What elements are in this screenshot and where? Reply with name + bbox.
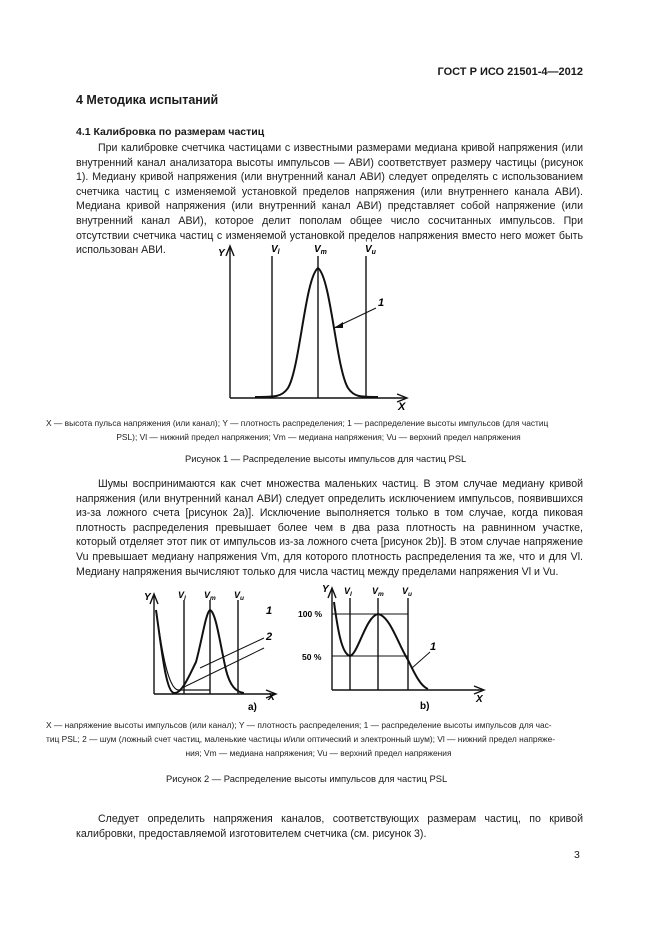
- fig1-curve-label: 1: [378, 297, 385, 309]
- figure-2-legend: [46, 718, 591, 760]
- fig2b-vl-label: $V_l$: [344, 586, 352, 598]
- fig2b-leader-line: [412, 652, 430, 668]
- fig2a-y-label: Y: [144, 592, 151, 603]
- fig1-legend-line-1: X — высота пульса напряжения (или канал); Y — плотность распределения; 1 — распределение высоты импульсов (для частиц: [46, 418, 549, 428]
- figure-2b-chart: [296, 572, 496, 720]
- fig2b-y-label: Y: [322, 584, 329, 595]
- fig2a-vl-label: $V_l$: [178, 590, 186, 602]
- fig1-vu-label: $V_u$: [365, 244, 376, 256]
- page-number: 3: [574, 849, 580, 861]
- fig1-distribution-curve: [255, 268, 378, 397]
- figure-1-caption: Рисунок 1 — Распределение высоты импульсов для частиц PSL: [185, 453, 467, 464]
- fig2b-vm-label: $V_m$: [372, 586, 384, 598]
- fig2a-psl-curve: [156, 610, 244, 693]
- paragraph-3: [76, 812, 583, 841]
- figure-2-caption: Рисунок 2 — Распределение высоты импульсов для частиц PSL: [166, 773, 448, 784]
- fig2b-panel-label: b): [420, 701, 430, 712]
- fig1-x-label: X: [398, 401, 406, 413]
- fig2b-distribution-curve: [334, 602, 428, 689]
- paragraph-2-text: Шумы воспринимаются как счет множества маленьких частиц. В этом случае медиану кривой напряжения (или внутренний канал АВИ) следует определить исключением импульсов, появившихся из-за ложного счета [рисунок 2а)]. Исключение выполняется только в том случае, когда пиковая плотность распределения превышает более чем в два раза плотность на равнинном участке, который отделяет этот пик от импульсов из-за ложного счета [рисунок 2b)]. В этом случае напряжение Vu превышает медиану напряжения Vm, для которого плотность распределения та же, что и для Vl. Медиану напряжения вычисляют только для числа частиц между пределами напряжения Vl и Vu.: [76, 478, 583, 578]
- paragraph-1-text: При калибровке счетчика частицами с известными размерами медиана кривой напряжения (или внутренний канал анализатора высоты импульсов — АВИ) соответствует размеру частицы (рисунок 1). Медиану кривой напряжения (или внутренний канал АВИ) следует определять с использованием счетчика частиц с изменяемой установкой пределов напряжения (или внутреннего канала АВИ). Медиана кривой напряжения (или внутренний канал АВИ) представляет собой напряжение (или внутренний канал АВИ), которое делит пополам общее число сосчитанных импульсов. При отсутствии счетчика частиц с изменяемой установкой пределов напряжения вместо него может быть использован АВИ.: [76, 142, 583, 257]
- paragraph-3-text: Следует определить напряжения каналов, соответствующих размерам частиц, по кривой калибровки, предоставляемой изготовителем счетчика (см. рисунок 3).: [76, 813, 583, 840]
- fig2b-vu-label: $V_u$: [402, 586, 412, 598]
- fig2b-level-50-label: 50 %: [302, 652, 322, 662]
- paragraph-2: [76, 477, 583, 579]
- document-header: ГОСТ Р ИСО 21501-4—2012: [437, 66, 583, 78]
- fig2b-level-100-label: 100 %: [298, 609, 323, 619]
- fig1-vm-label: $V_m$: [314, 244, 327, 256]
- fig2b-curve-label: 1: [430, 641, 437, 653]
- subsection-title: 4.1 Калибровка по размерам частиц: [76, 126, 265, 138]
- fig2a-vm-label: $V_m$: [204, 590, 216, 602]
- figure-1-chart: [200, 238, 430, 414]
- fig1-leader-arrow: [334, 322, 343, 328]
- figure-1-legend: [46, 416, 591, 444]
- fig1-vl-label: $V_l$: [271, 244, 280, 256]
- fig2-legend-line-3: ния; Vm — медиана напряжения; Vu — верхний предел напряжения: [185, 748, 452, 758]
- fig2a-panel-label: a): [248, 702, 257, 713]
- fig2b-x-label: X: [476, 694, 483, 705]
- fig2a-vu-label: $V_u$: [234, 590, 244, 602]
- fig2a-x-label: X: [268, 692, 275, 703]
- fig2a-curve2-label: 2: [266, 631, 273, 643]
- section-title: 4 Методика испытаний: [76, 93, 219, 107]
- fig1-y-label: Y: [218, 248, 225, 259]
- figure-2a-chart: [140, 582, 290, 714]
- fig2a-curve1-label: 1: [266, 605, 273, 617]
- fig2-legend-line-1: X — напряжение высоты импульсов (или канал); Y — плотность распределения; 1 — распределение высоты импульсов для час-: [46, 720, 552, 730]
- fig1-legend-line-2: PSL); Vl — нижний предел напряжения; Vm — медиана напряжения; Vu — верхний предел напряжения: [116, 432, 521, 442]
- fig2-legend-line-2: тиц PSL; 2 — шум (ложный счет частиц, маленькие частицы и/или оптический и электронный шум); Vl — нижний предел напряже-: [46, 734, 556, 744]
